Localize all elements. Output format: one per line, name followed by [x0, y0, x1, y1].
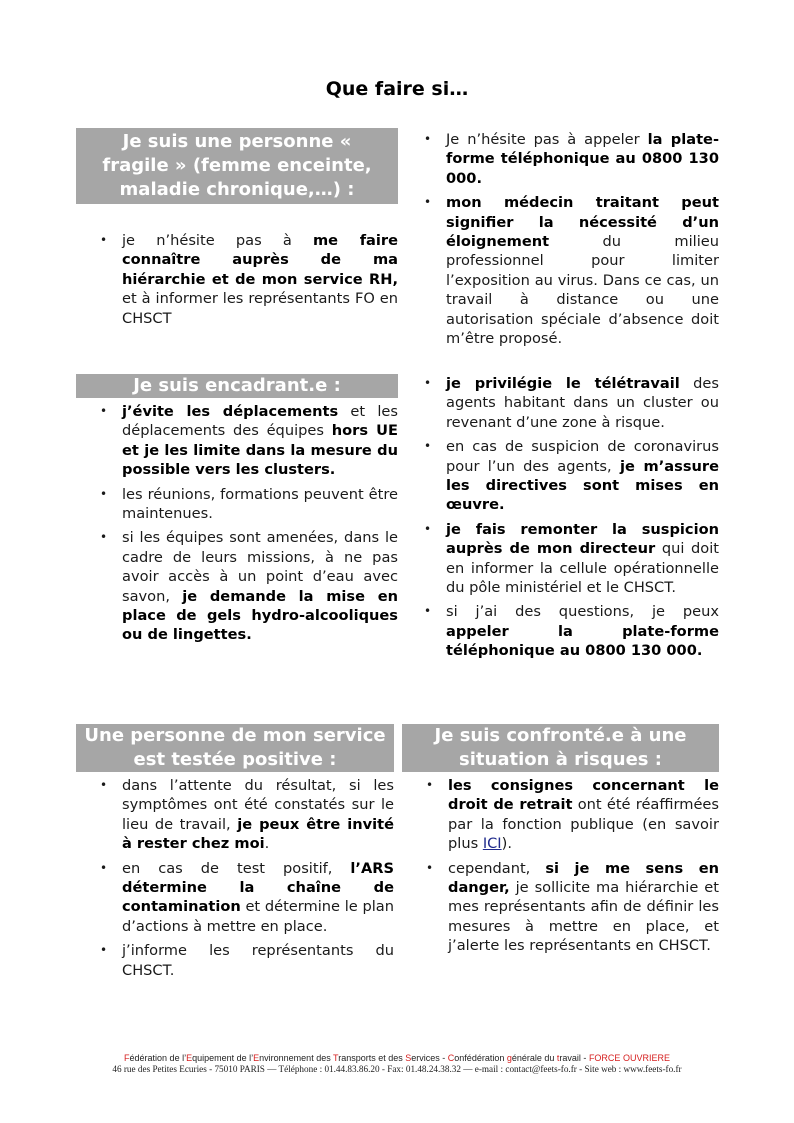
- bullet-list: [98, 776, 394, 980]
- bullet-list: [98, 231, 398, 328]
- risques-list: [424, 776, 719, 961]
- text: les réunions, formations peuvent être maintenues.: [122, 485, 398, 523]
- red-initial: F: [124, 1053, 130, 1063]
- red-initial: FORCE OUVRIERE: [588, 1053, 670, 1063]
- bold-text: la plate-forme téléphonique au 0800 130 000.: [446, 131, 719, 187]
- bold-text: je fais remonter la suspicion auprès de mon directeur: [446, 520, 719, 558]
- bullet-icon: •: [100, 860, 108, 875]
- list-item: [422, 193, 719, 348]
- bold-text: hors UE et je les limite dans la mesure du possible vers les clusters.: [122, 422, 398, 479]
- text: énérale du: [511, 1053, 557, 1063]
- fragile-left-list: [98, 231, 398, 333]
- text: du milieu professionnel pour limiter l’exposition au virus. Dans ce cas, un travail à distance ou une autorisation spéciale d’absence doit m’être proposé.: [446, 233, 719, 348]
- red-initial: g: [506, 1053, 512, 1063]
- text: des agents habitant dans un cluster ou revenant d’une zone à risque.: [446, 375, 719, 431]
- red-initial: S: [405, 1053, 412, 1063]
- positive-list: [98, 776, 394, 985]
- list-item: [424, 859, 719, 956]
- bullet-icon: •: [100, 486, 108, 501]
- text: si j’ai des questions, je peux: [446, 603, 719, 621]
- text: édération de l’: [129, 1053, 187, 1063]
- bold-text: l’ARS détermine la chaîne de contamination: [122, 859, 394, 916]
- page-title: Que faire si…: [325, 78, 469, 100]
- bullet-icon: •: [424, 376, 432, 390]
- text: j’informe les représentants du CHSCT.: [122, 942, 394, 979]
- bold-text: je peux être invité à rester chez moi: [122, 815, 394, 853]
- section-heading-fragile: Je suis une personne « fragile » (femme enceinte, maladie chronique,…) :: [76, 128, 398, 204]
- text: en cas de suspicion de coronavirus pour l’un des agents,: [446, 438, 719, 475]
- bold-text: les consignes concernant le droit de retrait: [448, 777, 719, 814]
- bullet-list: [422, 374, 719, 661]
- footer-federation-line: [0, 1053, 794, 1063]
- list-item: [98, 776, 394, 854]
- section-heading-positive: Une personne de mon service est testée positive :: [76, 724, 394, 772]
- list-item: [422, 520, 719, 598]
- list-item: [422, 130, 719, 188]
- footer-contact-line: 46 rue des Petites Ecuries - 75010 PARIS — Téléphone : 01.44.83.86.20 - Fax: 01.48.24.38.32 — e-mail : contact@feets-fo.fr - Site web : www.feets-fo.fr: [112, 1064, 682, 1074]
- list-item: [98, 941, 394, 980]
- bold-text: appeler la plate-forme téléphonique au 0800 130 000.: [446, 622, 719, 660]
- bullet-icon: •: [424, 132, 432, 146]
- text: ravail -: [559, 1053, 589, 1063]
- text: ervices -: [411, 1053, 448, 1063]
- text: .: [264, 835, 270, 853]
- bold-text: je m’assure les directives sont mises en œuvre.: [446, 457, 719, 514]
- bullet-icon: •: [424, 521, 432, 536]
- text: et détermine le plan d’actions à mettre en place.: [122, 898, 394, 935]
- red-initial: E: [186, 1053, 193, 1063]
- bullet-list: [98, 402, 398, 645]
- text: ransports et des: [338, 1053, 406, 1063]
- list-item: [98, 485, 398, 524]
- list-item: [98, 859, 394, 937]
- list-item: [98, 231, 398, 328]
- text: ).: [501, 835, 512, 853]
- bullet-icon: •: [426, 778, 434, 792]
- list-item: [422, 602, 719, 660]
- text: qui doit en informer la cellule opérationnelle du pôle ministériel et le CHSCT.: [446, 540, 719, 597]
- bold-text: mon médecin traitant peut signifier la nécessité d’un éloignement: [446, 194, 719, 251]
- ici-link[interactable]: ICI: [482, 835, 502, 853]
- text: Je n’hésite pas à appeler: [446, 131, 648, 148]
- text: et les déplacements des équipes: [122, 403, 398, 440]
- list-item: [422, 374, 719, 432]
- text: cependant,: [448, 859, 546, 877]
- bold-text: j’évite les déplacements: [122, 403, 339, 420]
- bullet-icon: •: [100, 943, 108, 958]
- text: et à informer les représentants FO en CHSCT: [122, 290, 398, 327]
- footer: [0, 1053, 794, 1074]
- bullet-icon: •: [100, 233, 108, 247]
- bullet-list: [422, 130, 719, 348]
- list-item: [422, 437, 719, 515]
- bold-text: je privilégie le télétravail: [446, 375, 680, 392]
- text: dans l’attente du résultat, si les symptômes ont été constatés sur le lieu de travail,: [122, 777, 394, 833]
- fragile-right-list: [422, 130, 719, 353]
- list-item: [98, 402, 398, 480]
- text: si les équipes sont amenées, dans le cadre de leurs missions, à ne pas avoir accès à un point d’eau avec savon,: [122, 529, 398, 605]
- bullet-icon: •: [424, 195, 432, 210]
- text: en cas de test positif,: [122, 859, 351, 877]
- red-initial: C: [447, 1053, 455, 1063]
- text: je sollicite ma hiérarchie et mes représentants afin de définir les mesures à mettre en place, et j’alerte les représentants en CHSCT.: [448, 879, 719, 955]
- bullet-icon: •: [100, 404, 108, 418]
- red-initial: T: [333, 1053, 339, 1063]
- section-heading-risques: Je suis confronté.e à une situation à risques :: [402, 724, 719, 772]
- bold-text: je demande la mise en place de gels hydro-alcooliques ou de lingettes.: [122, 587, 399, 644]
- red-initial: t: [556, 1053, 560, 1063]
- encadrant-right-list: [422, 374, 719, 666]
- bullet-icon: •: [424, 439, 432, 454]
- bullet-list: [424, 776, 719, 956]
- text: ont été réaffirmées par la fonction publique (en savoir plus: [448, 796, 720, 853]
- red-initial: E: [253, 1053, 260, 1063]
- bullet-icon: •: [100, 778, 108, 792]
- text: je n’hésite pas à: [122, 232, 313, 249]
- list-item: [424, 776, 719, 854]
- bullet-icon: •: [424, 604, 432, 619]
- encadrant-left-list: [98, 402, 398, 650]
- bold-text: me faire connaître auprès de ma hiérarchie et de mon service RH,: [122, 232, 398, 288]
- bullet-icon: •: [426, 860, 434, 875]
- bold-text: si je me sens en danger,: [448, 859, 720, 897]
- bullet-icon: •: [100, 530, 108, 545]
- text: nvironnement des: [259, 1053, 334, 1063]
- section-heading-encadrant: Je suis encadrant.e :: [76, 374, 398, 398]
- list-item: [98, 528, 398, 644]
- text: onfédération: [454, 1053, 507, 1063]
- text: quipement de l’: [192, 1053, 254, 1063]
